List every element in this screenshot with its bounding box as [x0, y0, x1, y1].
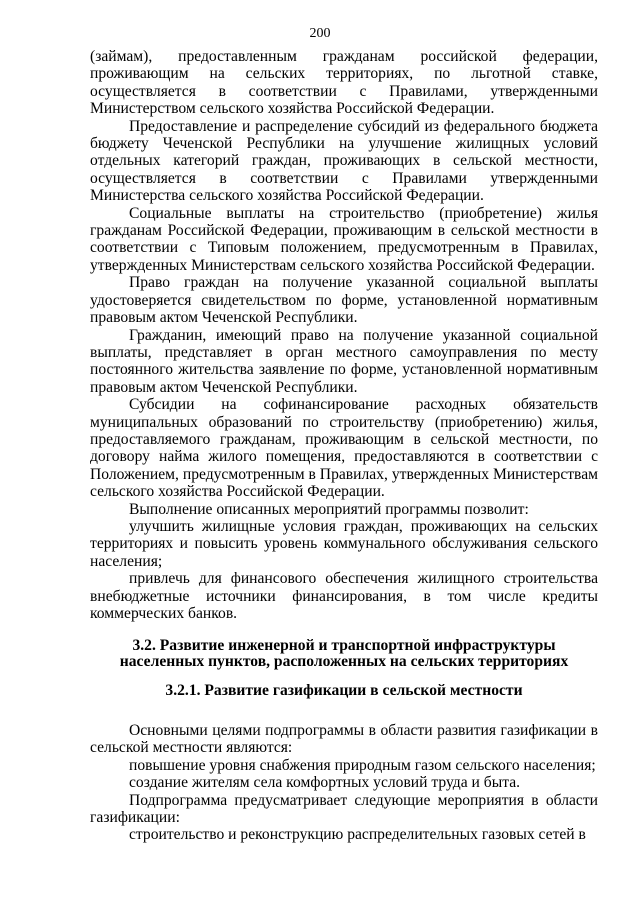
document-body [90, 48, 598, 844]
section-heading: 3.2. Развитие инженерной и транспортной инфраструктуры населенных пунктов, расположенных на сельских территориях [119, 637, 569, 670]
page-number: 200 [309, 26, 331, 41]
paragraph: Право граждан на получение указанной социальной выплаты удостоверяется свидетельством по форме, установленной нормативным правовым актом Чеченской Республики. [90, 274, 598, 327]
paragraph: Основными целями подпрограммы в области развития газификации в сельской местности являются: [90, 722, 598, 757]
paragraph: Социальные выплаты на строительство (приобретение) жилья гражданам Российской Федерации, проживающим в сельской местности в соответствии с Типовым положением, предусмотренным в Правилах, утвержденных Министерствам сельского хозяйства Российской Федерации. [90, 204, 598, 274]
list-item: привлечь для финансового обеспечения жилищного строительства внебюджетные источники финансирования, в том числе кредиты коммерческих банков. [90, 570, 598, 622]
subsection-heading: 3.2.1. Развитие газификации в сельской местности [165, 681, 523, 699]
paragraph: Гражданин, имеющий право на получение указанной социальной выплаты, представляет в орган местного самоуправления по месту постоянного жительства заявление по форме, установленной нормативным правовым актом Чеченской Республики. [90, 326, 598, 396]
paragraph: Предоставление и распределение субсидий из федерального бюджета бюджету Чеченской Республики на улучшение жилищных условий отдельных категорий граждан, проживающих в сельской местности, осуществляется в соответствии с Правилами утвержденными Министерства сельского хозяйства Российской Федерации. [90, 117, 598, 205]
list-item: улучшить жилищные условия граждан, проживающих на сельских территориях и повысить уровень коммунального обслуживания сельского населения; [90, 517, 598, 570]
list-item: создание жителям села комфортных условий труда и быта. [129, 774, 521, 792]
list-item: строительство и реконструкцию распределительных газовых сетей в [129, 826, 586, 844]
paragraph: Выполнение описанных мероприятий программы позволит: [129, 500, 529, 518]
paragraph: Подпрограмма предусматривает следующие мероприятия в области газификации: [90, 791, 598, 827]
paragraph: (займам), предоставленным гражданам российской федерации, проживающим на сельских территориях, по льготной ставке, осуществляется в соответствии с Правилами, утвержденными Министерством сельского хозяйства Российской Федерации. [90, 48, 598, 118]
paragraph: Субсидии на софинансирование расходных обязательств муниципальных образований по строительству (приобретению) жилья, предоставляемого гражданам, проживающим в сельской местности, по договору найма жилого помещения, предоставляются в соответствии с Положением, предусмотренным в Правилах, утвержденных Министерствам сельского хозяйства Российской Федерации. [90, 396, 598, 501]
list-item: повышение уровня снабжения природным газом сельского населения; [129, 756, 596, 774]
